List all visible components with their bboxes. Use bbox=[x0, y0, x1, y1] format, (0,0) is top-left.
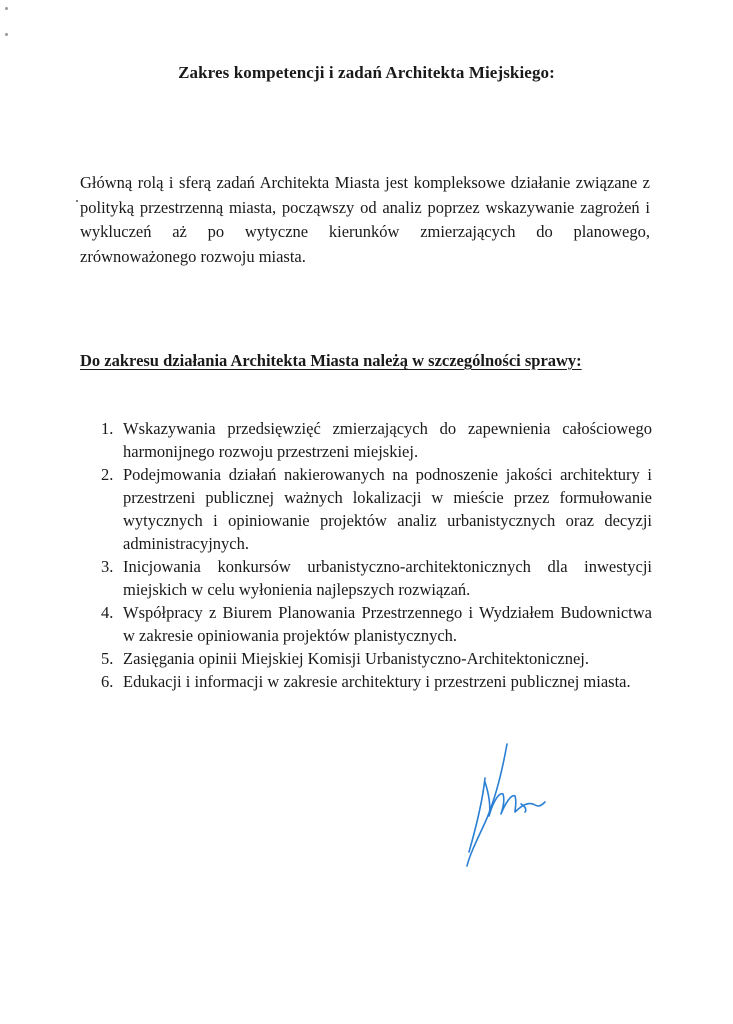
list-item-text: Wskazywania przedsięwzięć zmierzających do zapewnienia całościowego harmonijnego rozwoju przestrzeni miejskiej. bbox=[123, 419, 652, 461]
list-item-number: 1. bbox=[101, 419, 114, 438]
list-item bbox=[80, 417, 652, 463]
list-item-number: 6. bbox=[101, 672, 114, 691]
list-item-text: Podejmowania działań nakierowanych na podnoszenie jakości architektury i przestrzeni publicznej ważnych lokalizacji w mieście przez formułowanie wytycznych i opiniowanie projektów analiz urbanistycznych oraz decyzji administracyjnych. bbox=[123, 465, 652, 553]
list-item-number: 5. bbox=[101, 649, 114, 668]
list-item-text: Inicjowania konkursów urbanistyczno-architektonicznych dla inwestycji miejskich w celu wyłonienia najlepszych rozwiązań. bbox=[123, 557, 652, 599]
list-item bbox=[80, 601, 652, 647]
list-item bbox=[80, 463, 652, 555]
list-item-text: Edukacji i informacji w zakresie architektury i przestrzeni publicznej miasta. bbox=[123, 672, 631, 691]
list-item bbox=[80, 670, 652, 693]
list-item bbox=[80, 647, 652, 670]
list-item-text: Zasięgania opinii Miejskiej Komisji Urbanistyczno-Architektonicznej. bbox=[123, 649, 590, 668]
scan-mark bbox=[5, 7, 8, 10]
section-heading: Do zakresu działania Architekta Miasta należą w szczególności sprawy: bbox=[80, 351, 582, 370]
list-item bbox=[80, 555, 652, 601]
scan-mark bbox=[5, 33, 8, 36]
duties-list bbox=[80, 417, 652, 693]
list-item-number: 2. bbox=[101, 465, 114, 484]
list-item-number: 4. bbox=[101, 603, 114, 622]
list-item-text: Współpracy z Biurem Planowania Przestrzennego i Wydziałem Budownictwa w zakresie opiniowania projektów planistycznych. bbox=[123, 603, 652, 645]
handwritten-signature bbox=[455, 742, 565, 872]
document-title: Zakres kompetencji i zadań Architekta Miejskiego: bbox=[178, 63, 555, 82]
scan-mark bbox=[76, 200, 78, 202]
intro-paragraph: Główną rolą i sferą zadań Architekta Miasta jest kompleksowe działanie związane z polityką przestrzenną miasta, począwszy od analiz poprzez wskazywanie zagrożeń i wykluczeń aż po wytyczne kierunków zmierzających do planowego, zrównoważonego rozwoju miasta. bbox=[80, 173, 650, 266]
list-item-number: 3. bbox=[101, 557, 114, 576]
